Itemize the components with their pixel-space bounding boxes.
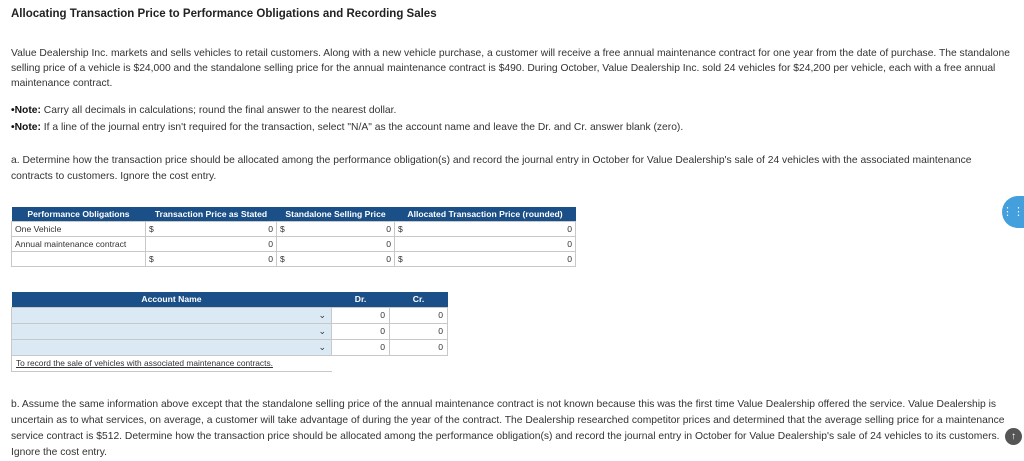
- header-transaction-price: Transaction Price as Stated: [146, 207, 277, 221]
- page-title: Allocating Transaction Price to Performance Obligations and Recording Sales: [11, 8, 437, 20]
- header-debit: Dr.: [332, 292, 390, 307]
- allocated-price-total[interactable]: $ 0: [395, 251, 576, 266]
- standalone-price-total[interactable]: $ 0: [277, 251, 395, 266]
- credit-input[interactable]: 0: [390, 323, 448, 339]
- debit-input[interactable]: 0: [332, 339, 390, 355]
- account-select[interactable]: [12, 323, 332, 339]
- row-label: Annual maintenance contract: [12, 236, 146, 251]
- standalone-price-input[interactable]: $ 0: [277, 221, 395, 236]
- allocation-table: [11, 207, 576, 267]
- table-row: [12, 307, 448, 323]
- table-row: [12, 236, 576, 251]
- header-performance-obligations: Performance Obligations: [12, 207, 146, 221]
- grid-icon[interactable]: ⋮⋮: [1002, 196, 1024, 228]
- header-account-name: Account Name: [12, 292, 332, 307]
- note-2: •Note: If a line of the journal entry isn't required for the transaction, select "N/A" as the account name and leave the Dr. and Cr. answer blank (zero).: [11, 122, 684, 133]
- table-row: [12, 221, 576, 236]
- table-row: [12, 323, 448, 339]
- table-row: [12, 355, 448, 371]
- intro-paragraph: Value Dealership Inc. markets and sells vehicles to retail customers. Along with a new vehicle purchase, a customer will receive a free annual maintenance contract for one year from the date of purchase. The standalone selling price of a vehicle is $24,000 and the standalone selling price for the annual maintenance contract is $490. During October, Value Dealership Inc. sold 24 vehicles for $24,200 per vehicle, each with a free annual maintenance contract.: [11, 48, 1010, 89]
- account-select[interactable]: [12, 307, 332, 323]
- chevron-down-icon: ⌄: [318, 341, 326, 352]
- journal-memo: To record the sale of vehicles with associated maintenance contracts.: [12, 355, 332, 371]
- row-label: [12, 251, 146, 266]
- table-row: [12, 339, 448, 355]
- transaction-price-input[interactable]: 0: [146, 236, 277, 251]
- question-a: a. Determine how the transaction price should be allocated among the performance obligation(s) and record the journal entry in October for Value Dealership's sale of 24 vehicles with the associated maintenance contracts to customers. Ignore the cost entry.: [11, 155, 972, 182]
- header-credit: Cr.: [390, 292, 448, 307]
- row-label: One Vehicle: [12, 221, 146, 236]
- credit-input[interactable]: 0: [390, 307, 448, 323]
- chevron-down-icon: ⌄: [318, 325, 326, 336]
- chevron-down-icon: ⌄: [318, 309, 326, 320]
- notes: [11, 102, 1011, 136]
- allocated-price-input[interactable]: $ 0: [395, 221, 576, 236]
- header-allocated-price: Allocated Transaction Price (rounded): [395, 207, 576, 221]
- table-row: [12, 251, 576, 266]
- question-b: b. Assume the same information above except that the standalone selling price of the annual maintenance contract is not known because this was the first time Value Dealership offered the service. Value Dealership is uncertain as to what services, on average, a customer will take advantage of during the year of the contract. The Dealership researched competitor prices and determined that the average selling price for a maintenance service contract is $512. Determine how the transaction price should be allocated among the performance obligation(s) and record the journal entry in October for Value Dealership's sale of 24 vehicles to its customers. Ignore the cost entry.: [11, 399, 1005, 458]
- transaction-price-input[interactable]: $ 0: [146, 221, 277, 236]
- header-standalone-price: Standalone Selling Price: [277, 207, 395, 221]
- standalone-price-input[interactable]: 0: [277, 236, 395, 251]
- account-select[interactable]: [12, 339, 332, 355]
- arrow-up-icon[interactable]: ↑: [1005, 428, 1022, 445]
- credit-input[interactable]: 0: [390, 339, 448, 355]
- note-1: •Note: Carry all decimals in calculations; round the final answer to the nearest dollar.: [11, 105, 397, 116]
- allocated-price-input[interactable]: 0: [395, 236, 576, 251]
- journal-entry-table: [11, 292, 448, 372]
- debit-input[interactable]: 0: [332, 323, 390, 339]
- transaction-price-total[interactable]: $ 0: [146, 251, 277, 266]
- debit-input[interactable]: 0: [332, 307, 390, 323]
